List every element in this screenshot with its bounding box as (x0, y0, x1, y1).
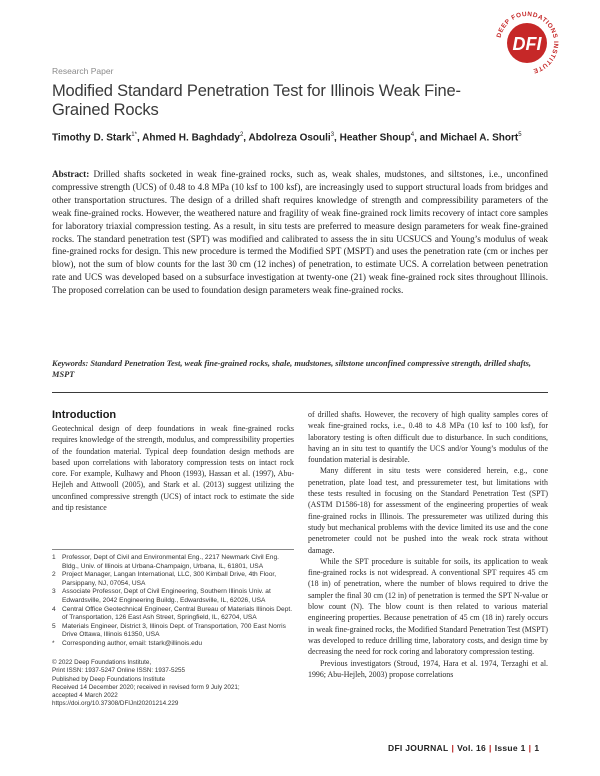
author-separator: , (243, 132, 249, 144)
issue: Issue 1 (494, 743, 526, 753)
footnote-corresponding: * Corresponding author, email: tstark@illinois.edu (52, 639, 203, 647)
author-separator: , (136, 132, 143, 144)
paragraph: Many different in situ tests were considered herein, e.g., cone penetration, plate load test, and pressuremeter test, but limitations with these tests resulted in focusing on the Standard Penetration Test (SPT) (ASTM D1586-18) for assessment of the engineering properties of weak fine-grained rocks in Illinois. The pressuremeter was utilized during this study but mechanical problems with the device limited its use and the cone penetrometer could not be pushed into the weak rock strata without damage. (308, 466, 548, 555)
dfi-logo (492, 8, 562, 78)
paragraph: While the SPT procedure is suitable for soils, its application to weak fine-grained rocks is not widespread. A conventional SPT requires 45 cm (18 in) of penetration, where the number of blows required to drive the sampler the final 30 cm (12 in) of penetration is termed the SPT N-value or blow count (N). The blow count is then related to various material engineering properties. Because penetration of 45 cm (18 in) rarely occurs in weak fine-grained rocks, the Modified Standard Penetration Test (MSPT) was developed to reduce drilling time, laboratory costs, and design time by decreasing the need for rock coring and laboratory compression testing. (308, 556, 548, 657)
paragraph: of drilled shafts. However, the recovery of high quality samples cores of weak fine-grained rocks, i.e., 0.48 to 4.8 MPa (10 ksf to 100 ksf), for laboratory testing is often difficult due to disturbance. In such conditions, having an in situ test to quantify the UCS and/or Young’s modulus of the foundation material is desirable. (308, 410, 548, 465)
journal-footer: DFI JOURNAL | Vol. 16 | Issue 1 | 1 (388, 743, 540, 753)
page-title: Modified Standard Penetration Test for Illinois Weak Fine-Grained Rocks (52, 82, 461, 119)
author-name: Abdolreza Osouli (248, 132, 331, 144)
author-separator: , and (414, 132, 441, 144)
logo-text: DFI (512, 34, 542, 54)
footnote: 5 Materials Engineer, District 3, Illinois Dept. of Transportation, 700 East Norris Drive Ottawa, Illinois 61350, USA (52, 622, 286, 639)
logo-ring-text: DEEP FOUNDATIONS INSTITUTE (495, 10, 560, 75)
keywords-text: Standard Penetration Test, weak fine-grained rocks, shale, mudstones, siltstone unconfined compressive strength, drilled shafts, MSPT (52, 359, 531, 380)
introduction-column-2 (308, 409, 548, 680)
footnote-rule (52, 549, 294, 550)
footnotes (52, 554, 296, 649)
publisher: Published by Deep Foundations Institute (52, 675, 166, 683)
issn: Print ISSN: 1937-5247 Online ISSN: 1937-5255 (52, 667, 186, 675)
author-separator: , (334, 132, 340, 144)
author-affiliation-mark: 4 (410, 132, 415, 138)
introduction-heading: Introduction (52, 409, 117, 421)
article-type-label: Research Paper (52, 66, 114, 76)
doi-link[interactable]: https://doi.org/10.37308/DFIJnl20201214.229 (52, 700, 179, 708)
publication-info (52, 659, 296, 709)
copyright: © 2022 Deep Foundations Institute, (52, 659, 152, 666)
footnote: 4 Central Office Geotechnical Engineer, Central Bureau of Materials Illinois Dept. of Transportation, 126 East Ash Street, Springfield, IL, 62704, USA (52, 605, 293, 622)
footnote: 1 Professor, Dept of Civil and Environmental Eng., 2217 Newmark Civil Eng. Bldg., Univ. of Illinois at Urbana-Champaign, Urbana, IL, 61801, USA (52, 554, 279, 570)
author-name: Heather Shoup (339, 132, 411, 144)
received-dates: Received 14 December 2020; received in revised form 9 July 2021; (52, 683, 240, 691)
abstract (52, 168, 548, 297)
section-divider (52, 392, 548, 393)
author-name: Timothy D. Stark (52, 132, 132, 144)
author-affiliation-mark: 1* (131, 132, 137, 138)
author-affiliation-mark: 3 (330, 132, 335, 138)
keywords (52, 358, 548, 381)
accepted-date: accepted 4 March 2022 (52, 692, 118, 700)
volume: Vol. 16 (457, 743, 487, 753)
author-list (52, 128, 532, 145)
author-affiliation-mark: 2 (239, 132, 244, 138)
author-affiliation-mark: 5 (518, 132, 522, 138)
author-name: Michael A. Short (440, 132, 519, 144)
footnote: 3 Associate Professor, Dept of Civil Engineering, Southern Illinois Univ. at Edwardsville, 2042 Engineering Buildg., Edwardsville, IL, 62026, USA (52, 588, 271, 604)
journal-name: DFI JOURNAL (388, 743, 449, 753)
author-name: Ahmed H. Baghdady (142, 132, 240, 144)
paragraph: Previous investigators (Stroud, 1974, Hara et al. 1974, Terzaghi et al. 1996; Abu-Hejleh, 2003) propose correlations (308, 658, 548, 679)
keywords-label: Keywords: (52, 359, 89, 368)
footnote: 2 Project Manager, Langan International, LLC, 300 Kimball Drive, 4th Floor, Parsippany, NJ, 07054, USA (52, 571, 277, 587)
abstract-text: Drilled shafts socketed in weak fine-grained rocks, such as, weak shales, mudstones, and siltstones, i.e., unconfined compressive strength (UCS) of 0.48 to 4.8 MPa (10 ksf to 100 ksf), are increasingly used to support structural loads from bridges and other transportation structures. The design of a drilled shaft requires knowledge of strength and compressibility parameters of the weak fine-grained rocks. However, the weathered nature and fragility of weak fine-grained rock limits recovery of intact core samples for laboratory triaxial compression testing. As a result, in situ tests are preferred to measure design parameters for weak fine-grained rocks. The standard penetration test (SPT) was modified and calibrated to assess the in situ UCSUCS and Young’s modulus of weak fine-grained rocks for design. This new procedure is termed the Modified SPT (MSPT) and uses the penetration rate (cm or inches per blow), not the sum of blow counts for the last 30 cm (12 inches) of penetration, to estimate UCS. A correlation between penetration rate and UCS was developed based on a subsurface investigation at twenty-one (21) weak fine-grained rock sites throughout Illinois. The proposed correlation can be used to foundation design parameters weak fine-grained rocks. (52, 169, 548, 296)
page-number: 1 (534, 743, 540, 753)
abstract-label: Abstract: (52, 169, 90, 179)
introduction-column-1: Geotechnical design of deep foundations in weak fine-grained rocks requires knowledge of the strength, modulus, and compressibility properties of the foundation material. Typical deep foundation design methods are based upon correlations with laboratory compression tests on intact rock core. For example, Kulhawy and Phoon (1993), Hassan et al. (1997), Abu-Hejleh and Attwooll (2005), and Stark et al. (2013) suggest utilizing the unconfined compressive strength (UCS) of intact rock to estimate the side and tip resistance (52, 424, 294, 513)
